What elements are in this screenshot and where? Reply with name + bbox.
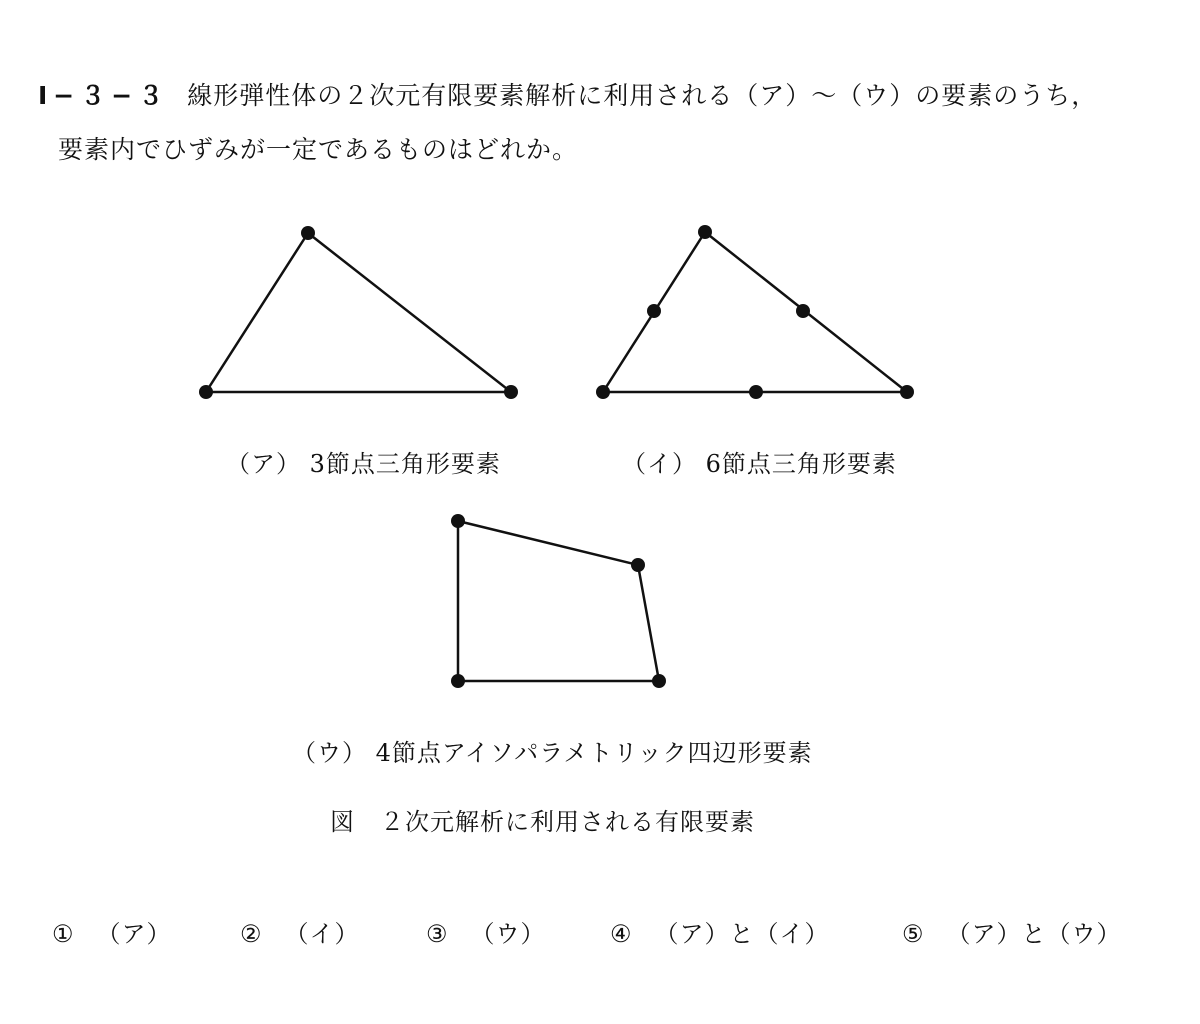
figure-title: 図 ２次元解析に利用される有限要素 xyxy=(330,808,755,836)
question-text-2: 要素内でひずみが一定であるものはどれか。 xyxy=(58,135,579,164)
midside-node-dot xyxy=(647,304,661,318)
choice-label: （イ） xyxy=(284,920,360,948)
choice-number: ① xyxy=(52,920,75,948)
triangle-3-node-outline xyxy=(206,233,511,392)
node-dot xyxy=(596,385,610,399)
triangle-3-node xyxy=(206,233,511,392)
question-text-1: 線形弾性体の２次元有限要素解析に利用される（ア）～（ウ）の要素のうち， xyxy=(187,81,1098,110)
node-dot xyxy=(652,674,666,688)
choice-label: （ア）と（ウ） xyxy=(946,920,1122,948)
node-dot xyxy=(301,226,315,240)
choice-label: （ア）と（イ） xyxy=(654,920,830,948)
choice-5[interactable] xyxy=(902,914,1122,949)
choice-number: ④ xyxy=(610,920,633,948)
answer-choices xyxy=(52,914,1152,950)
choice-4[interactable] xyxy=(610,914,830,949)
midside-node-dot xyxy=(796,304,810,318)
choice-number: ② xyxy=(240,920,263,948)
choice-number: ③ xyxy=(426,920,449,948)
caption-6-node-triangle: （イ） 6節点三角形要素 xyxy=(622,450,897,478)
node-dot xyxy=(451,514,465,528)
choice-label: （ウ） xyxy=(470,920,546,948)
node-dot xyxy=(900,385,914,399)
midside-node-dot xyxy=(749,385,763,399)
node-dot xyxy=(451,674,465,688)
choice-1[interactable] xyxy=(52,914,172,949)
quadrilateral-4-node xyxy=(458,521,659,681)
node-dot xyxy=(504,385,518,399)
quadrilateral-4-node-outline xyxy=(458,521,659,681)
choice-3[interactable] xyxy=(426,914,546,949)
caption-4-node-quadrilateral: （ウ） 4節点アイソパラメトリック四辺形要素 xyxy=(292,739,813,767)
node-dot xyxy=(698,225,712,239)
choice-number: ⑤ xyxy=(902,920,925,948)
node-dot xyxy=(631,558,645,572)
question-number: Ⅰ−３−３ xyxy=(38,81,170,110)
choice-2[interactable] xyxy=(240,914,360,949)
node-dot xyxy=(199,385,213,399)
choice-label: （ア） xyxy=(96,920,172,948)
caption-3-node-triangle: （ア） 3節点三角形要素 xyxy=(226,450,501,478)
